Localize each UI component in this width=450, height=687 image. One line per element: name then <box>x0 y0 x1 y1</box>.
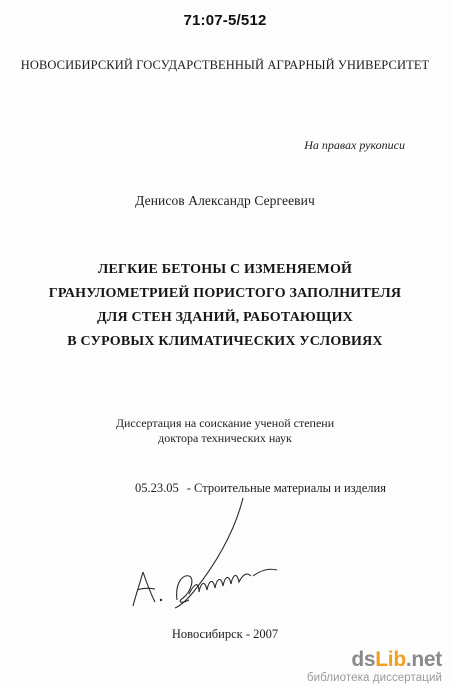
specialty-name: - Строительные материалы и изделия <box>186 481 386 495</box>
watermark-subtitle: библиотека диссертаций <box>306 672 442 684</box>
watermark-logo: dsLib.net <box>351 648 442 671</box>
city-year: Новосибирск - 2007 <box>171 627 279 641</box>
university-name: НОВОСИБИРСКИЙ ГОСУДАРСТВЕННЫЙ АГРАРНЫЙ УНИВЕРСИТЕТ <box>20 58 430 72</box>
watermark <box>307 649 442 685</box>
title-line: ДЛЯ СТЕН ЗДАНИЙ, РАБОТАЮЩИХ <box>96 310 353 325</box>
handwritten-signature <box>125 490 365 620</box>
dissertation-title <box>0 258 450 354</box>
degree-line: доктора технических наук <box>158 431 292 445</box>
rights-note: На правах рукописи <box>304 138 405 152</box>
degree-statement <box>0 416 450 446</box>
title-line: ЛЕГКИЕ БЕТОНЫ С ИЗМЕНЯЕМОЙ <box>97 262 353 277</box>
title-line: В СУРОВЫХ КЛИМАТИЧЕСКИХ УСЛОВИЯХ <box>67 334 383 349</box>
specialty-code: 05.23.05 <box>135 481 179 495</box>
catalog-code: 71:07-5/512 <box>183 12 267 29</box>
author-name: Денисов Александр Сергеевич <box>135 193 315 208</box>
title-line: ГРАНУЛОМЕТРИЕЙ ПОРИСТОГО ЗАПОЛНИТЕЛЯ <box>48 286 402 301</box>
degree-line: Диссертация на соискание ученой степени <box>115 416 335 430</box>
